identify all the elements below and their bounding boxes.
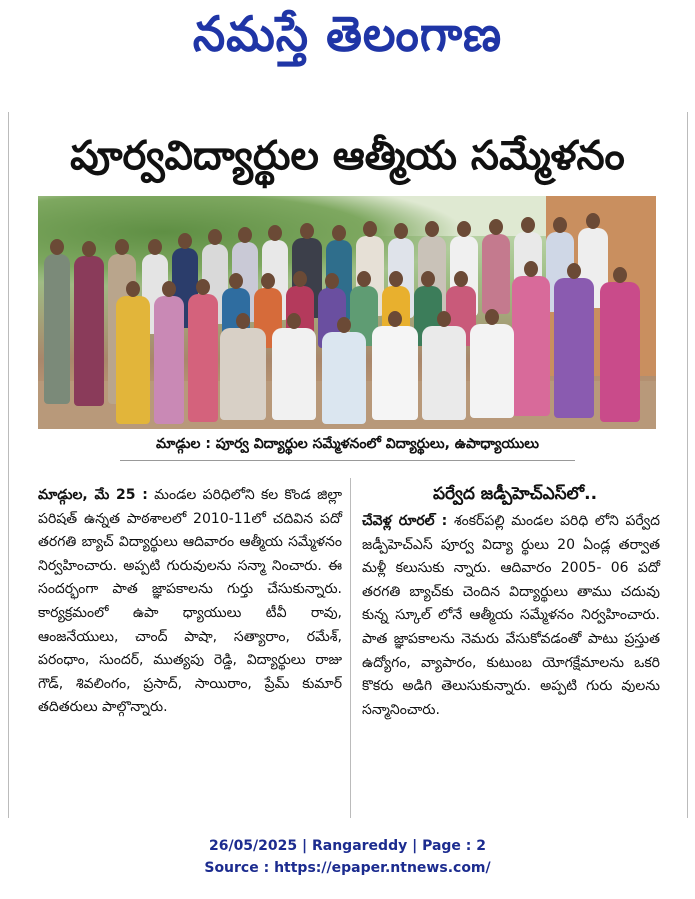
right-article-headline: పర్వేద జడ్పీహెచ్ఎస్‌లో.. [432, 484, 598, 504]
left-article [38, 484, 342, 720]
person [74, 256, 104, 406]
person [512, 276, 550, 416]
person [44, 254, 70, 404]
left-article-body: మండల పరిధిలోని కల కొండ జిల్లా పరిషత్ ఉన్నత పాఠశాలలో 2010-11లో చదివిన పదో తరగతి బ్యాచ్ విద్యార్థులు ఆదివారం ఆత్మీయ సమ్మేళనం నిర్వహించారు. అప్పటి గురువులను సన్మా నించారు. ఈ సందర్భంగా పాత జ్ఞాపకాలను గుర్తు చేసుకున్నారు. కార్యక్రమంలో ఉపా ధ్యాయులు టీవీ రావు, ఆంజనేయులు, చాంద్ పాషా, సత్యారాం, రమేశ్, పరంధాం, సుందర్, ముత్యపు రెడ్డి, విద్యార్థులు రాజు గౌడ్, శివలింగం, ప్రసాద్, సాయిరాం, ప్రేమ్ కుమార్ తదితరులు పాల్గొన్నారు. [38, 487, 342, 716]
right-article-dateline: చేవెళ్ల రూరల్ : [362, 513, 448, 529]
person [372, 326, 418, 420]
person [422, 326, 466, 420]
group-photo [38, 196, 656, 429]
column-divider [350, 478, 351, 818]
person [154, 296, 184, 424]
person [272, 328, 316, 420]
person [116, 296, 150, 424]
photo-caption: మాడ్గుల : పూర్వ విద్యార్థుల సమ్మేళనంలో విద్యార్థులు, ఉపాధ్యాయులు [156, 436, 539, 452]
caption-divider [120, 460, 575, 461]
right-article [362, 510, 660, 722]
left-article-dateline: మాడ్గుల, మే 25 : [38, 487, 148, 503]
person [554, 278, 594, 418]
footer-source: Source : https://epaper.ntnews.com/ [204, 860, 491, 876]
masthead [0, 0, 695, 80]
person [322, 332, 366, 424]
right-article-body: శంకర్‌పల్లి మండల పరిధి లోని పర్వేద జడ్పీహెచ్ఎస్ పూర్వ విద్యా ర్థులు 20 ఏండ్ల తర్వాత మళ్లీ కలుసుకు న్నారు. ఆదివారం 2005- 06 పదో తరగతి బ్యాచ్‌కు చెందిన విద్యార్థులు తాము చదువు కున్న స్కూల్ లోనే ఆత్మీయ సమ్మేళనం నిర్వహించారు. పాత జ్ఞాపకాలను నెమరు వేసుకోవడంతో పాటు ప్రస్తుత ఉద్యోగం, వ్యాపారం, కుటుంబ యోగక్షేమాలను ఒకరి కొకరు అడిగి తెలుసుకున్నారు. అప్పటి గురు వులను సన్మానించారు. [362, 513, 660, 718]
masthead-logo: నమస్తే తెలంగాణ [192, 5, 503, 63]
person [188, 294, 218, 422]
footer-info: 26/05/2025 | Rangareddy | Page : 2 [208, 838, 487, 854]
person [220, 328, 266, 420]
person [482, 234, 510, 314]
person [600, 282, 640, 422]
person [470, 324, 514, 418]
headline: పూర్వవిద్యార్థుల ఆత్మీయ సమ్మేళనం [70, 133, 625, 179]
